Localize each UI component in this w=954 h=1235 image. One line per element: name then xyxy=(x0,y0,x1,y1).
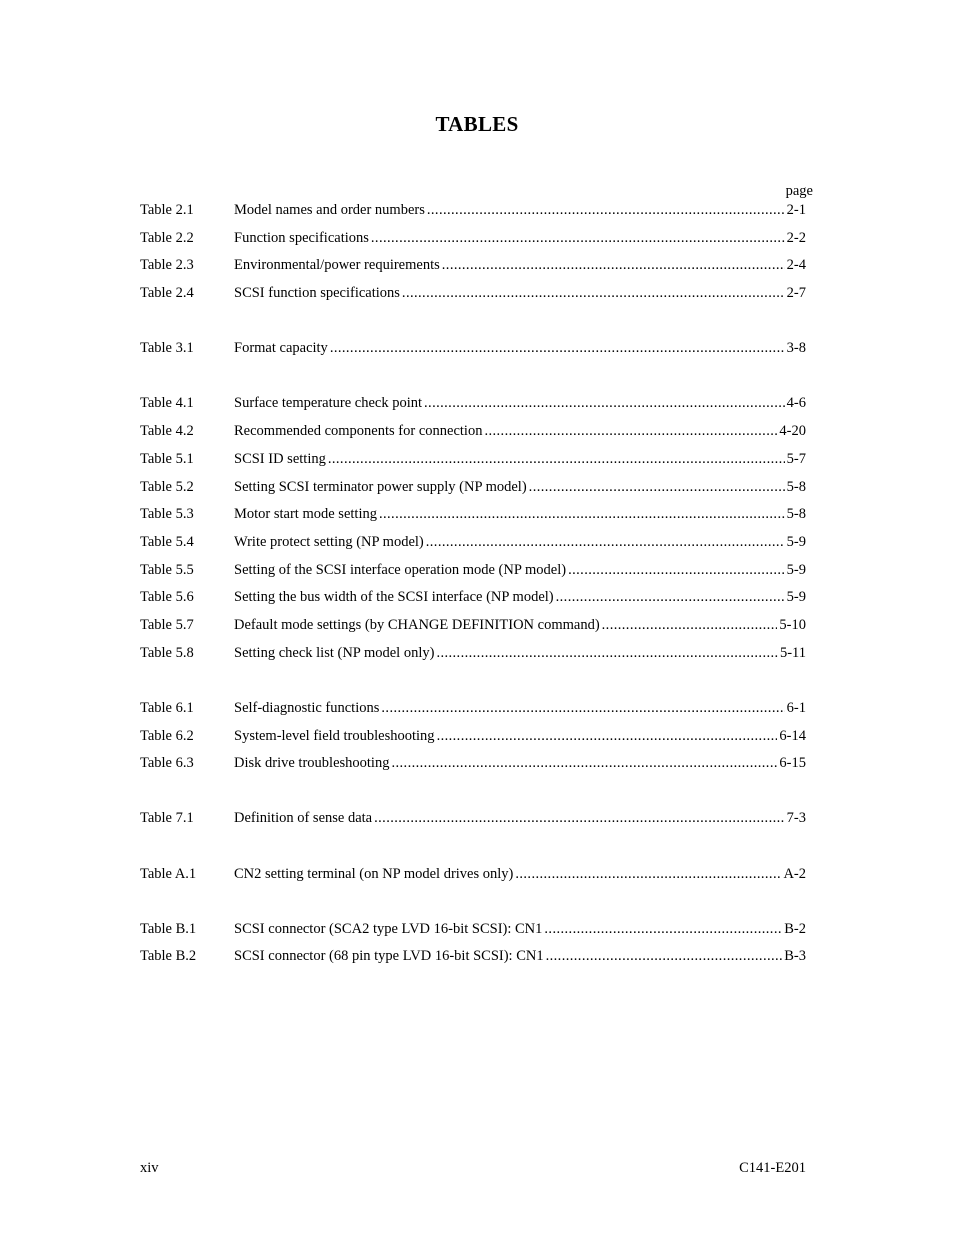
table-group xyxy=(140,695,806,778)
page-number: 5-10 xyxy=(779,616,806,633)
table-number: Table 2.4 xyxy=(140,285,194,302)
table-title: CN2 setting terminal (on NP model drives only) xyxy=(234,865,514,882)
page-number: 4-20 xyxy=(779,423,806,440)
table-group xyxy=(140,916,806,971)
page-number: 5-8 xyxy=(786,478,806,495)
toc-entry[interactable] xyxy=(140,557,806,585)
table-title: Setting the bus width of the SCSI interface (NP model) xyxy=(234,589,554,606)
table-number: Table 5.5 xyxy=(140,561,194,578)
page-number: B-2 xyxy=(784,920,806,937)
table-number: Table B.2 xyxy=(140,948,197,965)
toc-entry[interactable] xyxy=(140,805,806,833)
table-title: Default mode settings (by CHANGE DEFINITION command) xyxy=(234,616,600,633)
table-number: Table 5.3 xyxy=(140,506,194,523)
dot-leader xyxy=(424,390,785,418)
toc-entry[interactable] xyxy=(140,501,806,529)
table-number: Table 2.2 xyxy=(140,229,194,246)
table-title: SCSI ID setting xyxy=(234,450,326,467)
toc-entry[interactable] xyxy=(140,390,806,418)
page-number: 5-7 xyxy=(786,450,806,467)
page-number: 5-11 xyxy=(779,644,806,661)
toc-entry[interactable] xyxy=(140,723,806,751)
table-title: Self-diagnostic functions xyxy=(234,699,380,716)
dot-leader xyxy=(374,805,785,833)
dot-leader xyxy=(529,474,785,502)
table-title: Environmental/power requirements xyxy=(234,257,440,274)
page-number: A-2 xyxy=(783,865,806,882)
table-title: Write protect setting (NP model) xyxy=(234,533,424,550)
table-group xyxy=(140,197,806,308)
table-title: Model names and order numbers xyxy=(234,202,425,218)
table-group xyxy=(140,335,806,363)
page-number: 2-2 xyxy=(786,229,806,246)
table-number: Table 7.1 xyxy=(140,810,194,827)
toc-entry[interactable] xyxy=(140,612,806,640)
page-number: 2-4 xyxy=(786,257,806,274)
dot-leader xyxy=(391,750,777,778)
table-title: Setting SCSI terminator power supply (NP model) xyxy=(234,478,527,495)
dot-leader xyxy=(330,335,785,363)
table-group xyxy=(140,390,806,667)
page-number: 6-1 xyxy=(786,699,806,716)
dot-leader xyxy=(427,197,785,225)
table-title: Setting check list (NP model only) xyxy=(234,644,435,661)
table-group xyxy=(140,861,806,889)
table-title: System-level field troubleshooting xyxy=(234,727,435,744)
toc-entry[interactable] xyxy=(140,335,806,363)
table-number: Table 5.4 xyxy=(140,533,194,550)
table-title: Format capacity xyxy=(234,340,328,357)
toc-entry[interactable] xyxy=(140,197,806,225)
page-number: 6-14 xyxy=(779,727,806,744)
table-group xyxy=(140,805,806,833)
dot-leader xyxy=(437,723,778,751)
table-number: Table 2.1 xyxy=(140,202,194,218)
page-column-label: page xyxy=(785,183,813,199)
table-number: Table 4.1 xyxy=(140,395,194,412)
table-title: Setting of the SCSI interface operation mode (NP model) xyxy=(234,561,567,578)
table-number: Table 4.2 xyxy=(140,423,194,440)
table-number: Table 6.1 xyxy=(140,699,194,716)
page-number: 4-6 xyxy=(786,395,806,412)
page-number: 3-8 xyxy=(786,340,806,357)
table-number: Table 3.1 xyxy=(140,340,194,357)
dot-leader xyxy=(602,612,778,640)
toc-entry[interactable] xyxy=(140,252,806,280)
page-number: 5-9 xyxy=(786,561,806,578)
toc-entry[interactable] xyxy=(140,529,806,557)
toc-entry[interactable] xyxy=(140,418,806,446)
dot-leader xyxy=(442,252,785,280)
dot-leader xyxy=(381,695,784,723)
dot-leader xyxy=(546,943,783,971)
page-title: TABLES xyxy=(435,112,519,136)
toc-entry[interactable] xyxy=(140,861,806,889)
toc-entry[interactable] xyxy=(140,446,806,474)
toc-entry[interactable] xyxy=(140,280,806,308)
dot-leader xyxy=(556,584,785,612)
table-title: SCSI function specifications xyxy=(234,285,400,302)
table-title: SCSI connector (SCA2 type LVD 16-bit SCSI): CN1 xyxy=(234,920,543,937)
table-title: SCSI connector (68 pin type LVD 16-bit SCSI): CN1 xyxy=(234,948,544,965)
table-list xyxy=(140,197,806,999)
footer-page-number: xiv xyxy=(140,1160,159,1176)
table-number: Table B.1 xyxy=(140,920,197,937)
table-title: Disk drive troubleshooting xyxy=(234,755,390,772)
dot-leader xyxy=(544,916,782,944)
toc-entry[interactable] xyxy=(140,225,806,253)
page-number: 5-8 xyxy=(786,506,806,523)
table-number: Table 5.8 xyxy=(140,644,194,661)
page-number: B-3 xyxy=(784,948,806,965)
table-number: Table A.1 xyxy=(140,865,197,882)
table-title: Motor start mode setting xyxy=(234,506,377,523)
table-title: Surface temperature check point xyxy=(234,395,423,412)
table-number: Table 5.6 xyxy=(140,589,194,606)
toc-entry[interactable] xyxy=(140,695,806,723)
dot-leader xyxy=(379,501,785,529)
footer-doc-code: C141-E201 xyxy=(739,1160,806,1176)
table-number: Table 6.3 xyxy=(140,755,194,772)
table-number: Table 5.1 xyxy=(140,450,194,467)
dot-leader xyxy=(371,225,785,253)
table-title: Definition of sense data xyxy=(234,810,373,827)
toc-entry[interactable] xyxy=(140,640,806,668)
page-number: 7-3 xyxy=(786,810,806,827)
toc-entry[interactable] xyxy=(140,474,806,502)
dot-leader xyxy=(328,446,785,474)
table-number: Table 5.7 xyxy=(140,616,194,633)
page-number: 5-9 xyxy=(786,533,806,550)
table-title: Recommended components for connection xyxy=(234,423,483,440)
page-number: 2-7 xyxy=(786,285,806,302)
table-number: Table 2.3 xyxy=(140,257,194,274)
dot-leader xyxy=(436,640,778,668)
table-number: Table 6.2 xyxy=(140,727,194,744)
dot-leader xyxy=(568,557,785,585)
toc-entry[interactable] xyxy=(140,943,806,971)
dot-leader xyxy=(402,280,785,308)
dot-leader xyxy=(515,861,781,889)
toc-entry[interactable] xyxy=(140,584,806,612)
page-number: 2-1 xyxy=(786,202,806,218)
dot-leader xyxy=(484,418,777,446)
table-title: Function specifications xyxy=(234,229,369,246)
dot-leader xyxy=(426,529,785,557)
page-number: 5-9 xyxy=(786,589,806,606)
page-number: 6-15 xyxy=(779,755,806,772)
table-number: Table 5.2 xyxy=(140,478,194,495)
toc-entry[interactable] xyxy=(140,916,806,944)
toc-entry[interactable] xyxy=(140,750,806,778)
